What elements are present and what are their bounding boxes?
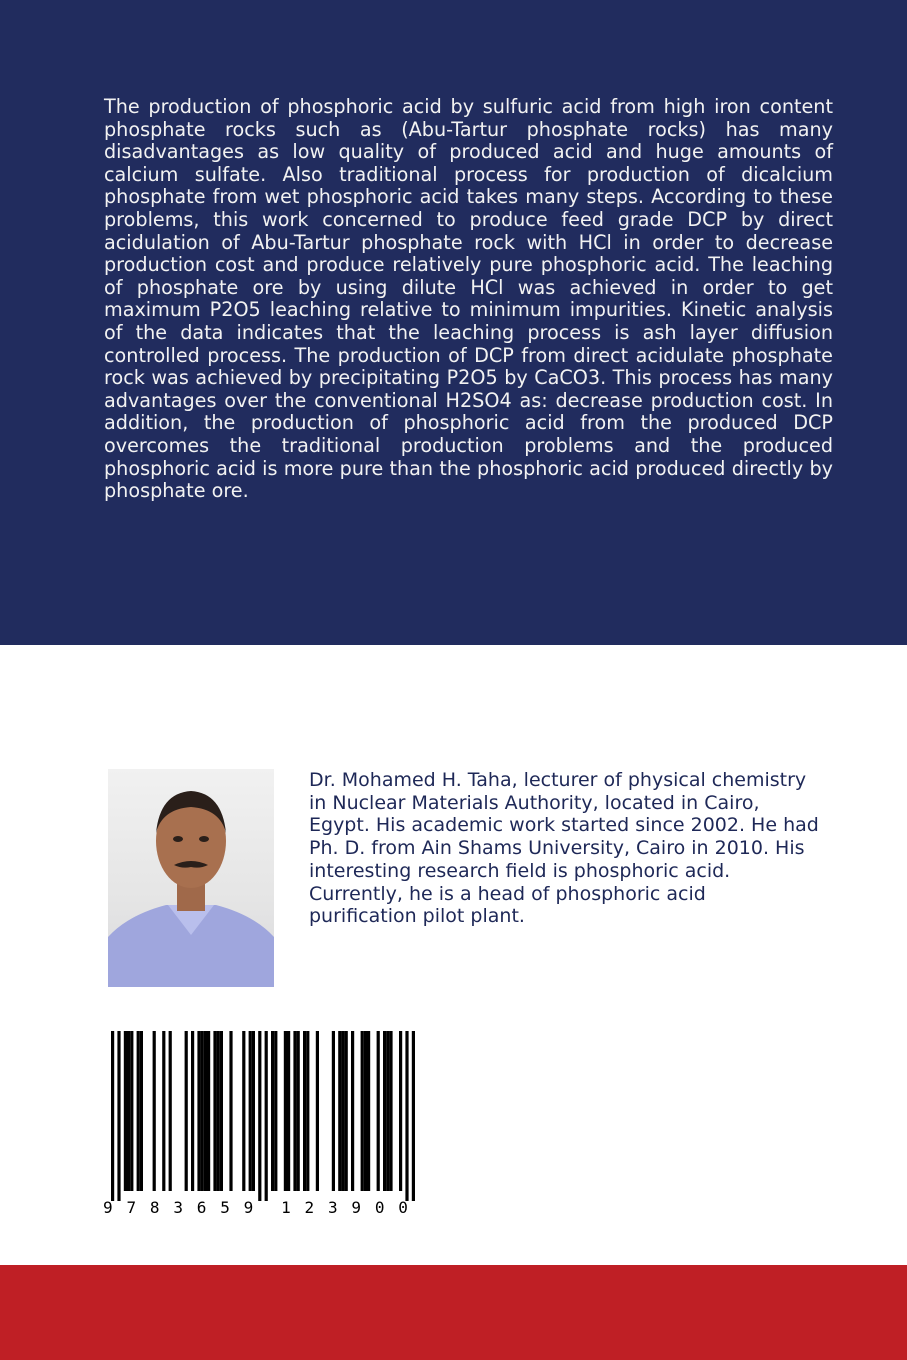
barcode-bar bbox=[383, 1031, 386, 1191]
author-bio-line: Dr. Mohamed H. Taha, lecturer of physical chemistry bbox=[309, 769, 807, 791]
isbn-number bbox=[103, 1198, 408, 1217]
isbn-digit: 9 bbox=[243, 1198, 254, 1217]
author-bio-line: Currently, he is a head of phosphoric acid bbox=[309, 882, 706, 905]
barcode-bar bbox=[201, 1031, 204, 1191]
author-bio-line: purification pilot plant. bbox=[309, 905, 525, 928]
barcode-bar bbox=[242, 1031, 245, 1191]
isbn-digit: 7 bbox=[126, 1198, 137, 1217]
barcode-bars bbox=[103, 1031, 418, 1201]
barcode-bar bbox=[364, 1031, 367, 1191]
isbn-digit: 3 bbox=[173, 1198, 183, 1217]
barcode-bar bbox=[293, 1031, 296, 1191]
barcode-bar bbox=[252, 1031, 255, 1191]
barcode-bar bbox=[361, 1031, 364, 1191]
barcode-bar bbox=[258, 1031, 261, 1201]
barcode-bar bbox=[265, 1031, 268, 1201]
barcode-bar bbox=[351, 1031, 354, 1191]
barcode-bar bbox=[386, 1031, 389, 1191]
barcode-bar bbox=[111, 1031, 114, 1201]
isbn-digit: 9 bbox=[103, 1198, 113, 1217]
isbn-barcode bbox=[103, 1031, 418, 1221]
barcode-bar bbox=[140, 1031, 143, 1191]
barcode-bar bbox=[137, 1031, 140, 1191]
isbn-digit: 6 bbox=[196, 1198, 207, 1217]
barcode-bar bbox=[169, 1031, 172, 1191]
barcode-bar bbox=[162, 1031, 165, 1191]
barcode-bar bbox=[303, 1031, 306, 1191]
author-bio-line: interesting research field is phosphoric acid. bbox=[309, 859, 731, 882]
barcode-bar bbox=[377, 1031, 380, 1191]
barcode-bar bbox=[316, 1031, 319, 1191]
author-bio-line: Egypt. His academic work started since 2002. He had bbox=[309, 814, 819, 837]
barcode-bar bbox=[341, 1031, 344, 1191]
isbn-digit: 5 bbox=[220, 1198, 230, 1217]
barcode-bar bbox=[153, 1031, 156, 1191]
isbn-digit: 3 bbox=[327, 1198, 338, 1217]
author-bio-line: Ph. D. from Ain Shams University, Cairo in 2010. His bbox=[309, 837, 805, 860]
barcode-bar bbox=[367, 1031, 370, 1191]
isbn-digit: 8 bbox=[149, 1198, 160, 1217]
barcode-bar bbox=[345, 1031, 348, 1191]
barcode-bar bbox=[185, 1031, 188, 1191]
author-bio bbox=[309, 769, 849, 928]
barcode-bar bbox=[130, 1031, 133, 1191]
barcode-bar bbox=[271, 1031, 274, 1191]
isbn-digit: 0 bbox=[374, 1198, 385, 1217]
barcode-bar bbox=[191, 1031, 194, 1191]
barcode-bar bbox=[217, 1031, 220, 1191]
barcode-bar bbox=[274, 1031, 277, 1191]
barcode-bar bbox=[399, 1031, 402, 1191]
barcode-bar bbox=[117, 1031, 120, 1201]
isbn-digit: 0 bbox=[398, 1198, 408, 1217]
barcode-bar bbox=[249, 1031, 252, 1191]
barcode-bar bbox=[287, 1031, 290, 1191]
barcode-bar bbox=[297, 1031, 300, 1191]
isbn-digit: 2 bbox=[304, 1198, 315, 1217]
author-photo bbox=[108, 769, 274, 987]
barcode-bar bbox=[127, 1031, 130, 1191]
barcode-bar bbox=[284, 1031, 287, 1191]
bottom-red-band bbox=[0, 1265, 907, 1360]
barcode-bar bbox=[306, 1031, 309, 1191]
barcode-bar bbox=[229, 1031, 232, 1191]
barcode-bar bbox=[213, 1031, 216, 1191]
barcode-bar bbox=[332, 1031, 335, 1191]
barcode-bar bbox=[220, 1031, 223, 1191]
barcode-bar bbox=[124, 1031, 127, 1191]
barcode-bar bbox=[338, 1031, 341, 1191]
barcode-bar bbox=[405, 1031, 408, 1201]
barcode-bar bbox=[389, 1031, 392, 1191]
back-cover-top-panel bbox=[0, 0, 907, 645]
author-bio-line: in Nuclear Materials Authority, located in Cairo, bbox=[309, 791, 760, 814]
isbn-digit: 1 bbox=[281, 1198, 291, 1217]
barcode-bar bbox=[204, 1031, 207, 1191]
abstract-text: The production of phosphoric acid by sulfuric acid from high iron content phosphate rocks such as (Abu-Tartur phosphate rocks) has many disadvantages as low quality of produced acid and huge amounts of calcium sulfate. Also traditional process for production of dicalcium phosphate from wet phosphoric acid takes many steps. According to these problems, this work concerned to produce feed grade DCP by direct acidulation of Abu-Tartur phosphate rock with HCl in order to decrease production cost and produce relatively pure phosphoric acid. The leaching of phosphate ore by using dilute HCl was achieved in order to get maximum P2O5 leaching relative to minimum impurities. Kinetic analysis of the data indicates that the leaching process is ash layer diffusion controlled process. The production of DCP from direct acidulate phosphate rock was achieved by precipitating P2O5 by CaCO3. This process has many advantages over the conventional H2SO4 as: decrease production cost. In addition, the production of phosphoric acid from the produced DCP overcomes the traditional production problems and the produced phosphoric acid is more pure than the phosphoric acid produced directly by phosphate ore. bbox=[104, 95, 833, 503]
barcode-bar bbox=[207, 1031, 210, 1191]
barcode-bar bbox=[197, 1031, 200, 1191]
isbn-digit: 9 bbox=[351, 1198, 362, 1217]
barcode-bar bbox=[412, 1031, 415, 1201]
